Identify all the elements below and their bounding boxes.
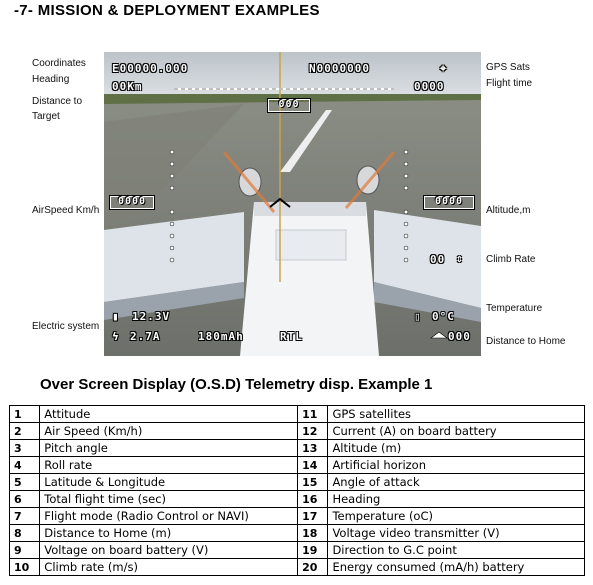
osd-home-distance: 000 xyxy=(448,330,471,343)
item-number: 20 xyxy=(298,559,328,576)
item-description: Current (A) on board battery xyxy=(328,423,585,440)
current-icon: ϟ xyxy=(112,330,120,343)
label-airspeed: AirSpeed Km/h xyxy=(32,205,100,216)
label-temperature: Temperature xyxy=(486,303,543,314)
osd-longitude: E00000.000 xyxy=(112,62,189,75)
osd-climb-rate: 00 xyxy=(430,253,446,266)
item-number: 18 xyxy=(298,525,328,542)
section-title: -7- MISSION & DEPLOYMENT EXAMPLES xyxy=(14,2,320,19)
table-row xyxy=(10,559,585,576)
item-description: Angle of attack xyxy=(328,474,585,491)
item-number: 7 xyxy=(10,508,40,525)
item-number: 15 xyxy=(298,474,328,491)
item-number: 2 xyxy=(10,423,40,440)
item-description: Distance to Home (m) xyxy=(40,525,298,542)
osd-distance-target: 000 xyxy=(268,99,310,112)
osd-flight-mode: RTL xyxy=(280,330,303,343)
table-row xyxy=(10,491,585,508)
item-number: 4 xyxy=(10,457,40,474)
item-number: 12 xyxy=(298,423,328,440)
osd-altitude: 0000 xyxy=(424,196,474,209)
label-altitude: Altitude,m xyxy=(486,205,531,216)
osd-energy: 180mAh xyxy=(198,330,244,343)
label-distance-to-home: Distance to Home xyxy=(486,336,566,347)
table-row xyxy=(10,508,585,525)
table-row xyxy=(10,542,585,559)
item-number: 11 xyxy=(298,406,328,423)
item-number: 5 xyxy=(10,474,40,491)
item-number: 1 xyxy=(10,406,40,423)
item-description: Heading xyxy=(328,491,585,508)
label-electric-system: Electric system xyxy=(32,321,100,332)
item-number: 17 xyxy=(298,508,328,525)
osd-video-frame xyxy=(104,52,481,356)
item-description: Direction to G.C point xyxy=(328,542,585,559)
item-description: Latitude & Longitude xyxy=(40,474,298,491)
osd-heading: 00Km xyxy=(112,80,143,93)
osd-temperature: 0°C xyxy=(432,310,455,323)
table-row xyxy=(10,457,585,474)
battery-icon: ▮ xyxy=(112,310,120,323)
item-description: Altitude (m) xyxy=(328,440,585,457)
item-description: Artificial horizon xyxy=(328,457,585,474)
label-climb-rate: Climb Rate xyxy=(486,254,536,265)
item-description: Energy consumed (mA/h) battery xyxy=(328,559,585,576)
osd-voltage: 12.3V xyxy=(132,310,171,323)
item-description: Temperature (oC) xyxy=(328,508,585,525)
osd-airspeed: 0000 xyxy=(110,196,154,209)
item-number: 10 xyxy=(10,559,40,576)
item-description: GPS satellites xyxy=(328,406,585,423)
item-number: 9 xyxy=(10,542,40,559)
item-number: 19 xyxy=(298,542,328,559)
item-number: 13 xyxy=(298,440,328,457)
item-description: Air Speed (Km/h) xyxy=(40,423,298,440)
osd-latitude: N0000000 xyxy=(309,62,370,75)
gps-satellite-icon: ⌖ xyxy=(440,62,448,75)
osd-current: 2.7A xyxy=(130,330,161,343)
item-number: 8 xyxy=(10,525,40,542)
item-description: Climb rate (m/s) xyxy=(40,559,298,576)
table-row xyxy=(10,440,585,457)
item-number: 6 xyxy=(10,491,40,508)
item-number: 3 xyxy=(10,440,40,457)
item-number: 14 xyxy=(298,457,328,474)
thermometer-icon: ▯ xyxy=(414,310,422,323)
label-coordinates: Coordinates xyxy=(32,58,86,69)
osd-flight-time: 0000 xyxy=(414,80,445,93)
item-description: Attitude xyxy=(40,406,298,423)
item-description: Total flight time (sec) xyxy=(40,491,298,508)
table-row xyxy=(10,423,585,440)
item-description: Pitch angle xyxy=(40,440,298,457)
table-row xyxy=(10,525,585,542)
item-number: 16 xyxy=(298,491,328,508)
label-flight-time: Flight time xyxy=(486,78,533,89)
label-heading: Heading xyxy=(32,74,70,85)
item-description: Voltage video transmitter (V) xyxy=(328,525,585,542)
item-description: Roll rate xyxy=(40,457,298,474)
label-distance-to-target: Distance to Target xyxy=(32,96,83,122)
telemetry-legend-table xyxy=(9,405,585,576)
climb-arrow-icon: ⇕ xyxy=(456,252,464,265)
table-row xyxy=(10,474,585,491)
table-row xyxy=(10,406,585,423)
item-description: Voltage on board battery (V) xyxy=(40,542,298,559)
label-gps-sats: GPS Sats xyxy=(486,62,530,73)
item-description: Flight mode (Radio Control or NAVI) xyxy=(40,508,298,525)
table-title: Over Screen Display (O.S.D) Telemetry disp. Example 1 xyxy=(40,376,433,393)
